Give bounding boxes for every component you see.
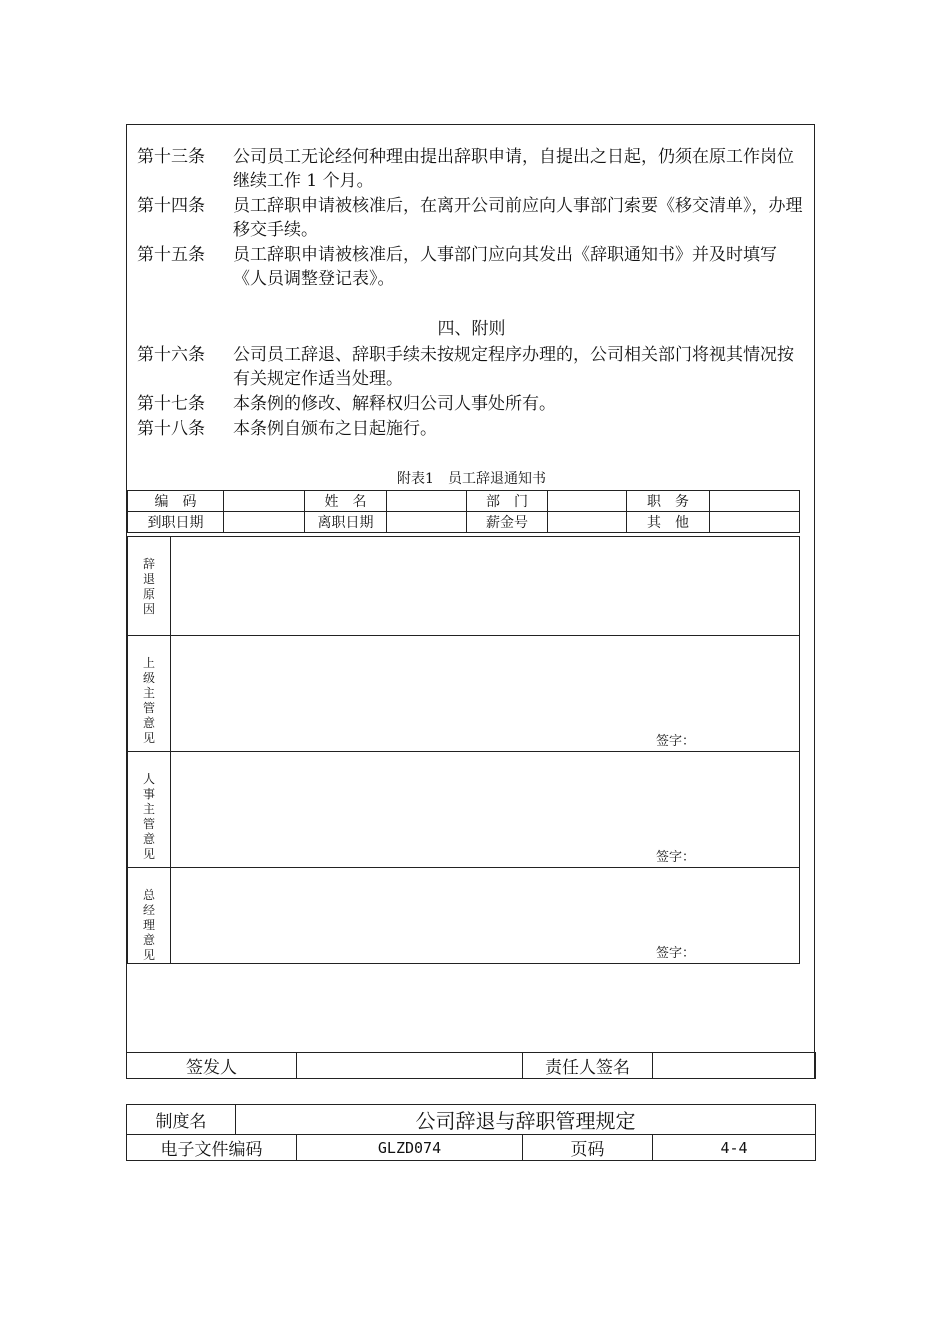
article-text: 本条例自颁布之日起施行。	[233, 419, 437, 439]
department-label: 部 门	[467, 491, 548, 512]
form-section-hr	[128, 752, 800, 868]
article-18	[137, 417, 807, 441]
page-value: 4-4	[653, 1135, 816, 1161]
form-opinion-table	[127, 536, 800, 964]
salary-number-field[interactable]	[548, 512, 627, 533]
start-date-field[interactable]	[224, 512, 305, 533]
signoff-table	[126, 1052, 816, 1079]
gm-opinion-field[interactable]	[171, 868, 800, 964]
code-label: 编 码	[128, 491, 224, 512]
file-code-label: 电子文件编码	[127, 1135, 297, 1161]
article-text: 本条例的修改、解释权归公司人事处所有。	[233, 394, 556, 414]
form-header-table	[127, 490, 800, 533]
signature-label: 签字：	[655, 946, 695, 961]
section-label: 人事主管意见	[128, 752, 171, 868]
article-number: 第十八条	[137, 419, 205, 439]
signature-label: 签字：	[655, 850, 695, 865]
article-number: 第十六条	[137, 345, 205, 365]
leave-date-label: 离职日期	[305, 512, 387, 533]
name-field[interactable]	[387, 491, 467, 512]
article-text: 员工辞职申请被核准后，人事部门应向其发出《辞职通知书》并及时填写《人员调整登记表》。	[233, 245, 777, 289]
leave-date-field[interactable]	[387, 512, 467, 533]
file-code-value: GLZD074	[297, 1135, 523, 1161]
other-field[interactable]	[710, 512, 800, 533]
footer-row	[127, 1135, 816, 1161]
signature-label: 签字：	[655, 734, 695, 749]
position-field[interactable]	[710, 491, 800, 512]
article-13	[137, 145, 807, 193]
article-number: 第十四条	[137, 196, 205, 216]
article-text: 员工辞职申请被核准后，在离开公司前应向人事部门索要《移交清单》，办理移交手续。	[233, 196, 803, 240]
signoff-row	[127, 1053, 816, 1079]
department-field[interactable]	[548, 491, 627, 512]
form-section-reason	[128, 537, 800, 636]
start-date-label: 到职日期	[128, 512, 224, 533]
form-section-supervisor	[128, 636, 800, 752]
supervisor-opinion-field[interactable]	[171, 636, 800, 752]
form-section-gm	[128, 868, 800, 964]
hr-opinion-field[interactable]	[171, 752, 800, 868]
article-text: 公司员工辞退、辞职手续未按规定程序办理的，公司相关部门将视其情况按有关规定作适当处理。	[233, 345, 794, 389]
form-row	[128, 512, 800, 533]
system-label: 制度名	[127, 1105, 236, 1135]
article-14	[137, 194, 807, 242]
footer-row	[127, 1105, 816, 1135]
article-number: 第十五条	[137, 245, 205, 265]
section-title: 四、附则	[437, 319, 506, 339]
system-title: 公司辞退与辞职管理规定	[236, 1105, 816, 1135]
responsible-field[interactable]	[653, 1053, 816, 1079]
issuer-field[interactable]	[297, 1053, 523, 1079]
article-number: 第十七条	[137, 394, 205, 414]
section-label: 辞退原因	[128, 537, 171, 636]
article-15	[137, 243, 807, 291]
page-label: 页码	[523, 1135, 653, 1161]
article-16	[137, 343, 807, 391]
footer-table	[126, 1104, 816, 1161]
responsible-label: 责任人签名	[523, 1053, 653, 1079]
article-text: 公司员工无论经何种理由提出辞职申请，自提出之日起，仍须在原工作岗位继续工作 1 个月。	[233, 147, 794, 191]
reason-field[interactable]	[171, 537, 800, 636]
other-label: 其 他	[627, 512, 710, 533]
issuer-label: 签发人	[127, 1053, 297, 1079]
code-field[interactable]	[224, 491, 305, 512]
section-label: 上级主管意见	[128, 636, 171, 752]
name-label: 姓 名	[305, 491, 387, 512]
article-17	[137, 392, 807, 416]
form-caption: 附表1 员工辞退通知书	[397, 471, 546, 487]
position-label: 职 务	[627, 491, 710, 512]
section-label: 总经理意见	[128, 868, 171, 964]
salary-number-label: 薪金号	[467, 512, 548, 533]
form-row	[128, 491, 800, 512]
document-frame	[126, 124, 815, 1079]
article-number: 第十三条	[137, 147, 205, 167]
